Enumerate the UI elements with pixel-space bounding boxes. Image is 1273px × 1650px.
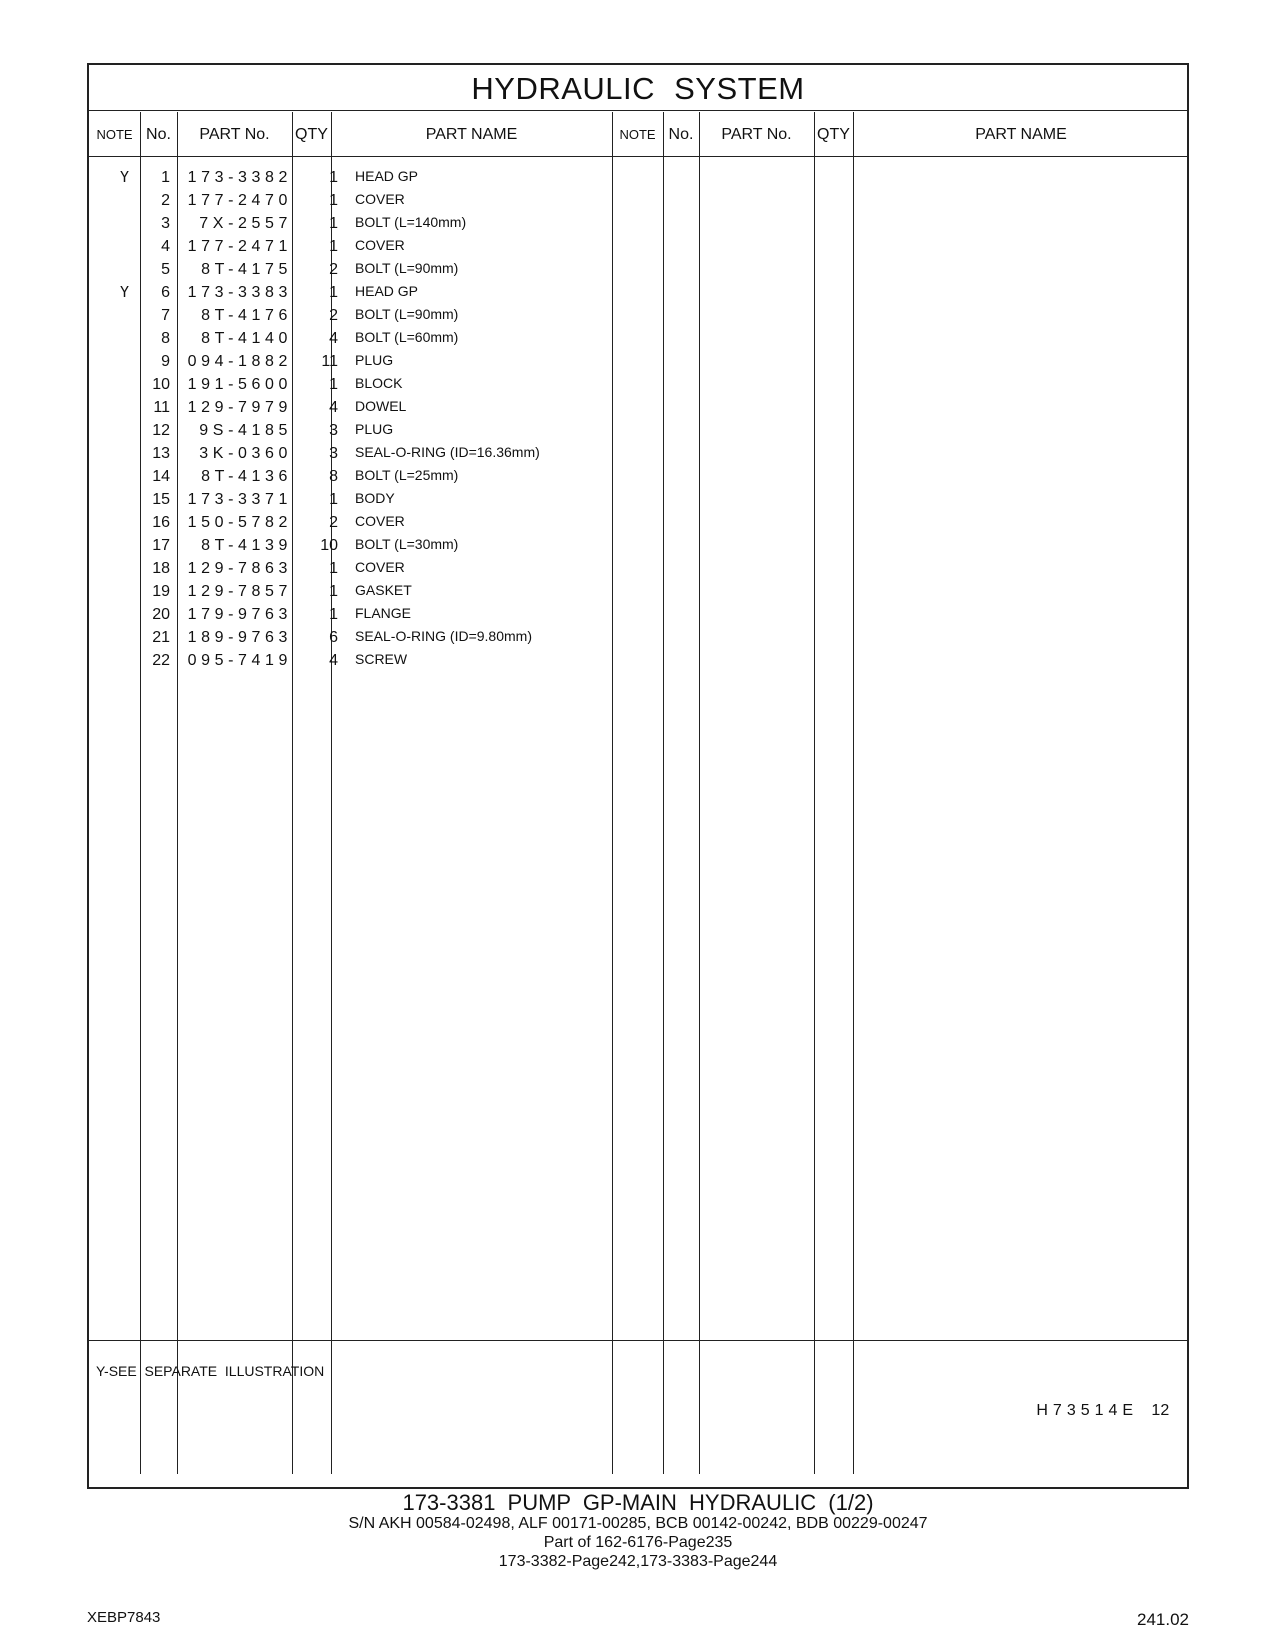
- part-name-cell: HEAD GP: [355, 168, 419, 184]
- quantity-cell: 1: [329, 192, 338, 209]
- footnote: Y-SEE SEPARATE ILLUSTRATION: [96, 1363, 325, 1379]
- table-row: [89, 419, 1187, 442]
- part-number-cell: 191-5600: [187, 376, 292, 393]
- note-cell: Y: [119, 168, 129, 186]
- item-number-cell: 2: [161, 192, 170, 209]
- part-number-cell: 8T-4136: [201, 468, 292, 485]
- item-number-cell: 19: [152, 583, 170, 600]
- caption-refs: 173-3382-Page242,173-3383-Page244: [498, 1553, 778, 1570]
- item-number-cell: 6: [161, 284, 170, 301]
- quantity-cell: 1: [329, 169, 338, 186]
- part-name-cell: SEAL-O-RING (ID=16.36mm): [355, 444, 540, 460]
- part-number-cell: 129-7857: [187, 583, 292, 600]
- part-number-cell: 173-3371: [187, 491, 292, 508]
- item-number-cell: 14: [152, 468, 170, 485]
- caption-part-of: Part of 162-6176-Page235: [543, 1534, 733, 1551]
- illustration-code: H73514E: [1036, 1402, 1139, 1419]
- quantity-cell: 1: [329, 583, 338, 600]
- table-row: [89, 626, 1187, 649]
- part-number-cell: 8T-4175: [201, 261, 292, 278]
- note-cell: Y: [119, 283, 129, 301]
- footer-divider: [89, 1340, 1187, 1341]
- caption-serials: S/N AKH 00584-02498, ALF 00171-00285, BCB 00142-00242, BDB 00229-00247: [348, 1515, 928, 1532]
- table-row: [89, 281, 1187, 304]
- illustration-page: 12: [1151, 1402, 1170, 1419]
- table-row: [89, 189, 1187, 212]
- quantity-cell: 2: [329, 307, 338, 324]
- part-number-cell: 150-5782: [187, 514, 292, 531]
- caption: [87, 1492, 1189, 1571]
- quantity-cell: 2: [329, 514, 338, 531]
- part-name-cell: BOLT (L=90mm): [355, 306, 459, 322]
- caption-title: 173-3381 PUMP GP-MAIN HYDRAULIC (1/2): [402, 1490, 874, 1515]
- item-number-cell: 10: [152, 376, 170, 393]
- table-row: [89, 534, 1187, 557]
- part-number-cell: 8T-4176: [201, 307, 292, 324]
- item-number-cell: 9: [161, 353, 170, 370]
- quantity-cell: 6: [329, 629, 338, 646]
- item-number-cell: 16: [152, 514, 170, 531]
- header-note-right: NOTE: [619, 127, 656, 142]
- page-number: 241.02: [1137, 1610, 1189, 1629]
- header-part-name: PART NAME: [425, 126, 518, 143]
- table-row: [89, 603, 1187, 626]
- part-name-cell: COVER: [355, 191, 405, 207]
- item-number-cell: 22: [152, 652, 170, 669]
- quantity-cell: 1: [329, 606, 338, 623]
- item-number-cell: 12: [152, 422, 170, 439]
- quantity-cell: 4: [329, 652, 338, 669]
- quantity-cell: 1: [329, 491, 338, 508]
- part-number-cell: 129-7979: [187, 399, 292, 416]
- item-number-cell: 13: [152, 445, 170, 462]
- part-number-cell: 7X-2557: [199, 215, 292, 232]
- quantity-cell: 1: [329, 284, 338, 301]
- item-number-cell: 7: [161, 307, 170, 324]
- part-number-cell: 9S-4185: [199, 422, 292, 439]
- quantity-cell: 11: [321, 353, 338, 370]
- part-number-cell: 129-7863: [187, 560, 292, 577]
- item-number-cell: 18: [152, 560, 170, 577]
- item-number-cell: 3: [161, 215, 170, 232]
- quantity-cell: 4: [329, 330, 338, 347]
- part-number-cell: 8T-4140: [201, 330, 292, 347]
- part-number-cell: 094-1882: [187, 353, 292, 370]
- part-name-cell: BOLT (L=30mm): [355, 536, 459, 552]
- part-name-cell: PLUG: [355, 421, 394, 437]
- header-part-name-right: PART NAME: [975, 126, 1067, 143]
- table-row: [89, 580, 1187, 603]
- quantity-cell: 2: [329, 261, 338, 278]
- part-number-cell: 189-9763: [187, 629, 292, 646]
- table-row: [89, 511, 1187, 534]
- part-number-cell: 177-2470: [187, 192, 292, 209]
- part-number-cell: 8T-4139: [201, 537, 292, 554]
- part-name-cell: HEAD GP: [355, 283, 419, 299]
- parts-list-table: [87, 63, 1189, 1489]
- quantity-cell: 10: [320, 537, 338, 554]
- header-part-no-right: PART No.: [721, 126, 792, 143]
- header-part-no: PART No.: [199, 126, 270, 143]
- table-row: [89, 557, 1187, 580]
- part-number-cell: 173-3382: [187, 169, 292, 186]
- part-name-cell: BODY: [355, 490, 395, 506]
- table-row: [89, 304, 1187, 327]
- item-number-cell: 1: [161, 169, 170, 186]
- part-name-cell: COVER: [355, 237, 405, 253]
- part-name-cell: BOLT (L=25mm): [355, 467, 459, 483]
- part-number-cell: 179-9763: [187, 606, 292, 623]
- part-name-cell: BLOCK: [355, 375, 403, 391]
- title-divider: [89, 110, 1187, 111]
- item-number-cell: 5: [161, 261, 170, 278]
- quantity-cell: 1: [329, 215, 338, 232]
- part-name-cell: DOWEL: [355, 398, 407, 414]
- quantity-cell: 8: [329, 468, 338, 485]
- header-qty: QTY: [295, 126, 328, 143]
- table-row: [89, 166, 1187, 189]
- part-name-cell: PLUG: [355, 352, 394, 368]
- part-number-cell: 177-2471: [187, 238, 292, 255]
- part-name-cell: FLANGE: [355, 605, 412, 621]
- item-number-cell: 15: [152, 491, 170, 508]
- header-qty-right: QTY: [817, 126, 850, 143]
- part-name-cell: COVER: [355, 513, 405, 529]
- part-name-cell: BOLT (L=140mm): [355, 214, 467, 230]
- item-number-cell: 21: [152, 629, 170, 646]
- part-name-cell: SCREW: [355, 651, 408, 667]
- quantity-cell: 4: [329, 399, 338, 416]
- table-row: [89, 212, 1187, 235]
- part-name-cell: SEAL-O-RING (ID=9.80mm): [355, 628, 532, 644]
- table-row: [89, 442, 1187, 465]
- quantity-cell: 1: [329, 560, 338, 577]
- table-row: [89, 649, 1187, 672]
- part-number-cell: 3K-0360: [199, 445, 292, 462]
- header-no-right: No.: [668, 126, 694, 143]
- item-number-cell: 8: [161, 330, 170, 347]
- document-id: XEBP7843: [87, 1609, 161, 1626]
- table-row: [89, 350, 1187, 373]
- part-name-cell: COVER: [355, 559, 405, 575]
- table-row: [89, 235, 1187, 258]
- quantity-cell: 1: [329, 238, 338, 255]
- header-no: No.: [146, 126, 171, 143]
- quantity-cell: 3: [329, 445, 338, 462]
- item-number-cell: 11: [153, 399, 170, 416]
- table-row: [89, 373, 1187, 396]
- table-row: [89, 327, 1187, 350]
- table-row: [89, 396, 1187, 419]
- item-number-cell: 4: [161, 238, 170, 255]
- table-title: HYDRAULIC SYSTEM: [471, 71, 805, 106]
- table-row: [89, 465, 1187, 488]
- part-number-cell: 095-7419: [187, 652, 292, 669]
- item-number-cell: 20: [152, 606, 170, 623]
- part-name-cell: BOLT (L=90mm): [355, 260, 459, 276]
- table-row: [89, 258, 1187, 281]
- quantity-cell: 3: [329, 422, 338, 439]
- part-name-cell: BOLT (L=60mm): [355, 329, 459, 345]
- item-number-cell: 17: [152, 537, 170, 554]
- quantity-cell: 1: [329, 376, 338, 393]
- table-row: [89, 488, 1187, 511]
- header-note: NOTE: [96, 127, 133, 142]
- part-number-cell: 173-3383: [187, 284, 292, 301]
- illustration-reference: [1036, 1402, 1187, 1420]
- part-name-cell: GASKET: [355, 582, 412, 598]
